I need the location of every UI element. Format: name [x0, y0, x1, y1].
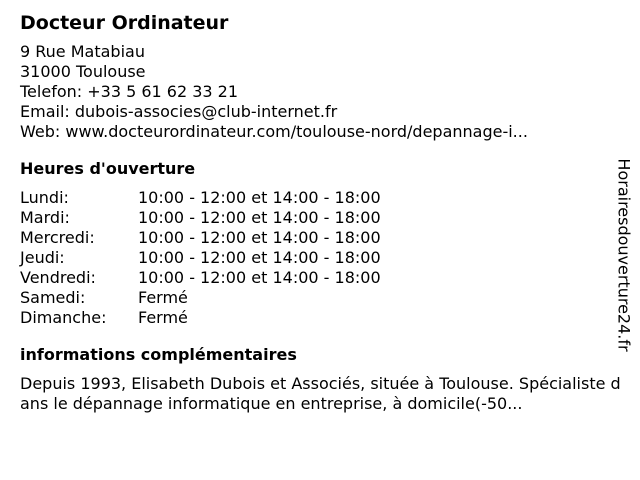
info-text: Depuis 1993, Elisabeth Dubois et Associés, située à Toulouse. Spécialiste dans le dépannage informatique en entreprise, à domicile(-50...: [20, 374, 621, 413]
day-hours: Fermé: [138, 308, 188, 327]
hours-row-mercredi: [20, 228, 610, 248]
business-name: Docteur Ordinateur: [20, 12, 229, 34]
day-label: Lundi:: [20, 188, 69, 207]
watermark-text: Horairesdouverture24.fr: [615, 158, 635, 352]
day-hours: 10:00 - 12:00 et 14:00 - 18:00: [138, 188, 381, 207]
day-hours: 10:00 - 12:00 et 14:00 - 18:00: [138, 268, 381, 287]
watermark: [612, 135, 636, 375]
info-heading: informations complémentaires: [20, 345, 297, 364]
hours-row-samedi: [20, 288, 610, 308]
day-hours: 10:00 - 12:00 et 14:00 - 18:00: [138, 208, 381, 227]
hours-row-dimanche: [20, 308, 610, 328]
hours-table: [20, 188, 610, 328]
day-hours: 10:00 - 12:00 et 14:00 - 18:00: [138, 248, 381, 267]
business-card: [20, 10, 621, 414]
day-label: Mardi:: [20, 208, 70, 227]
day-label: Jeudi:: [20, 248, 65, 267]
address-street: 9 Rue Matabiau: [20, 42, 145, 61]
hours-row-mardi: [20, 208, 610, 228]
email-line: Email: dubois-associes@club-internet.fr: [20, 102, 338, 121]
day-label: Samedi:: [20, 288, 86, 307]
hours-row-jeudi: [20, 248, 610, 268]
day-label: Mercredi:: [20, 228, 95, 247]
hours-heading: Heures d'ouverture: [20, 159, 196, 178]
hours-row-lundi: [20, 188, 610, 208]
day-label: Dimanche:: [20, 308, 107, 327]
phone-line: Telefon: +33 5 61 62 33 21: [20, 82, 239, 101]
day-label: Vendredi:: [20, 268, 96, 287]
day-hours: 10:00 - 12:00 et 14:00 - 18:00: [138, 228, 381, 247]
web-line: Web: www.docteurordinateur.com/toulouse-nord/depannage-i...: [20, 122, 528, 141]
address-city: 31000 Toulouse: [20, 62, 146, 81]
day-hours: Fermé: [138, 288, 188, 307]
hours-row-vendredi: [20, 268, 610, 288]
